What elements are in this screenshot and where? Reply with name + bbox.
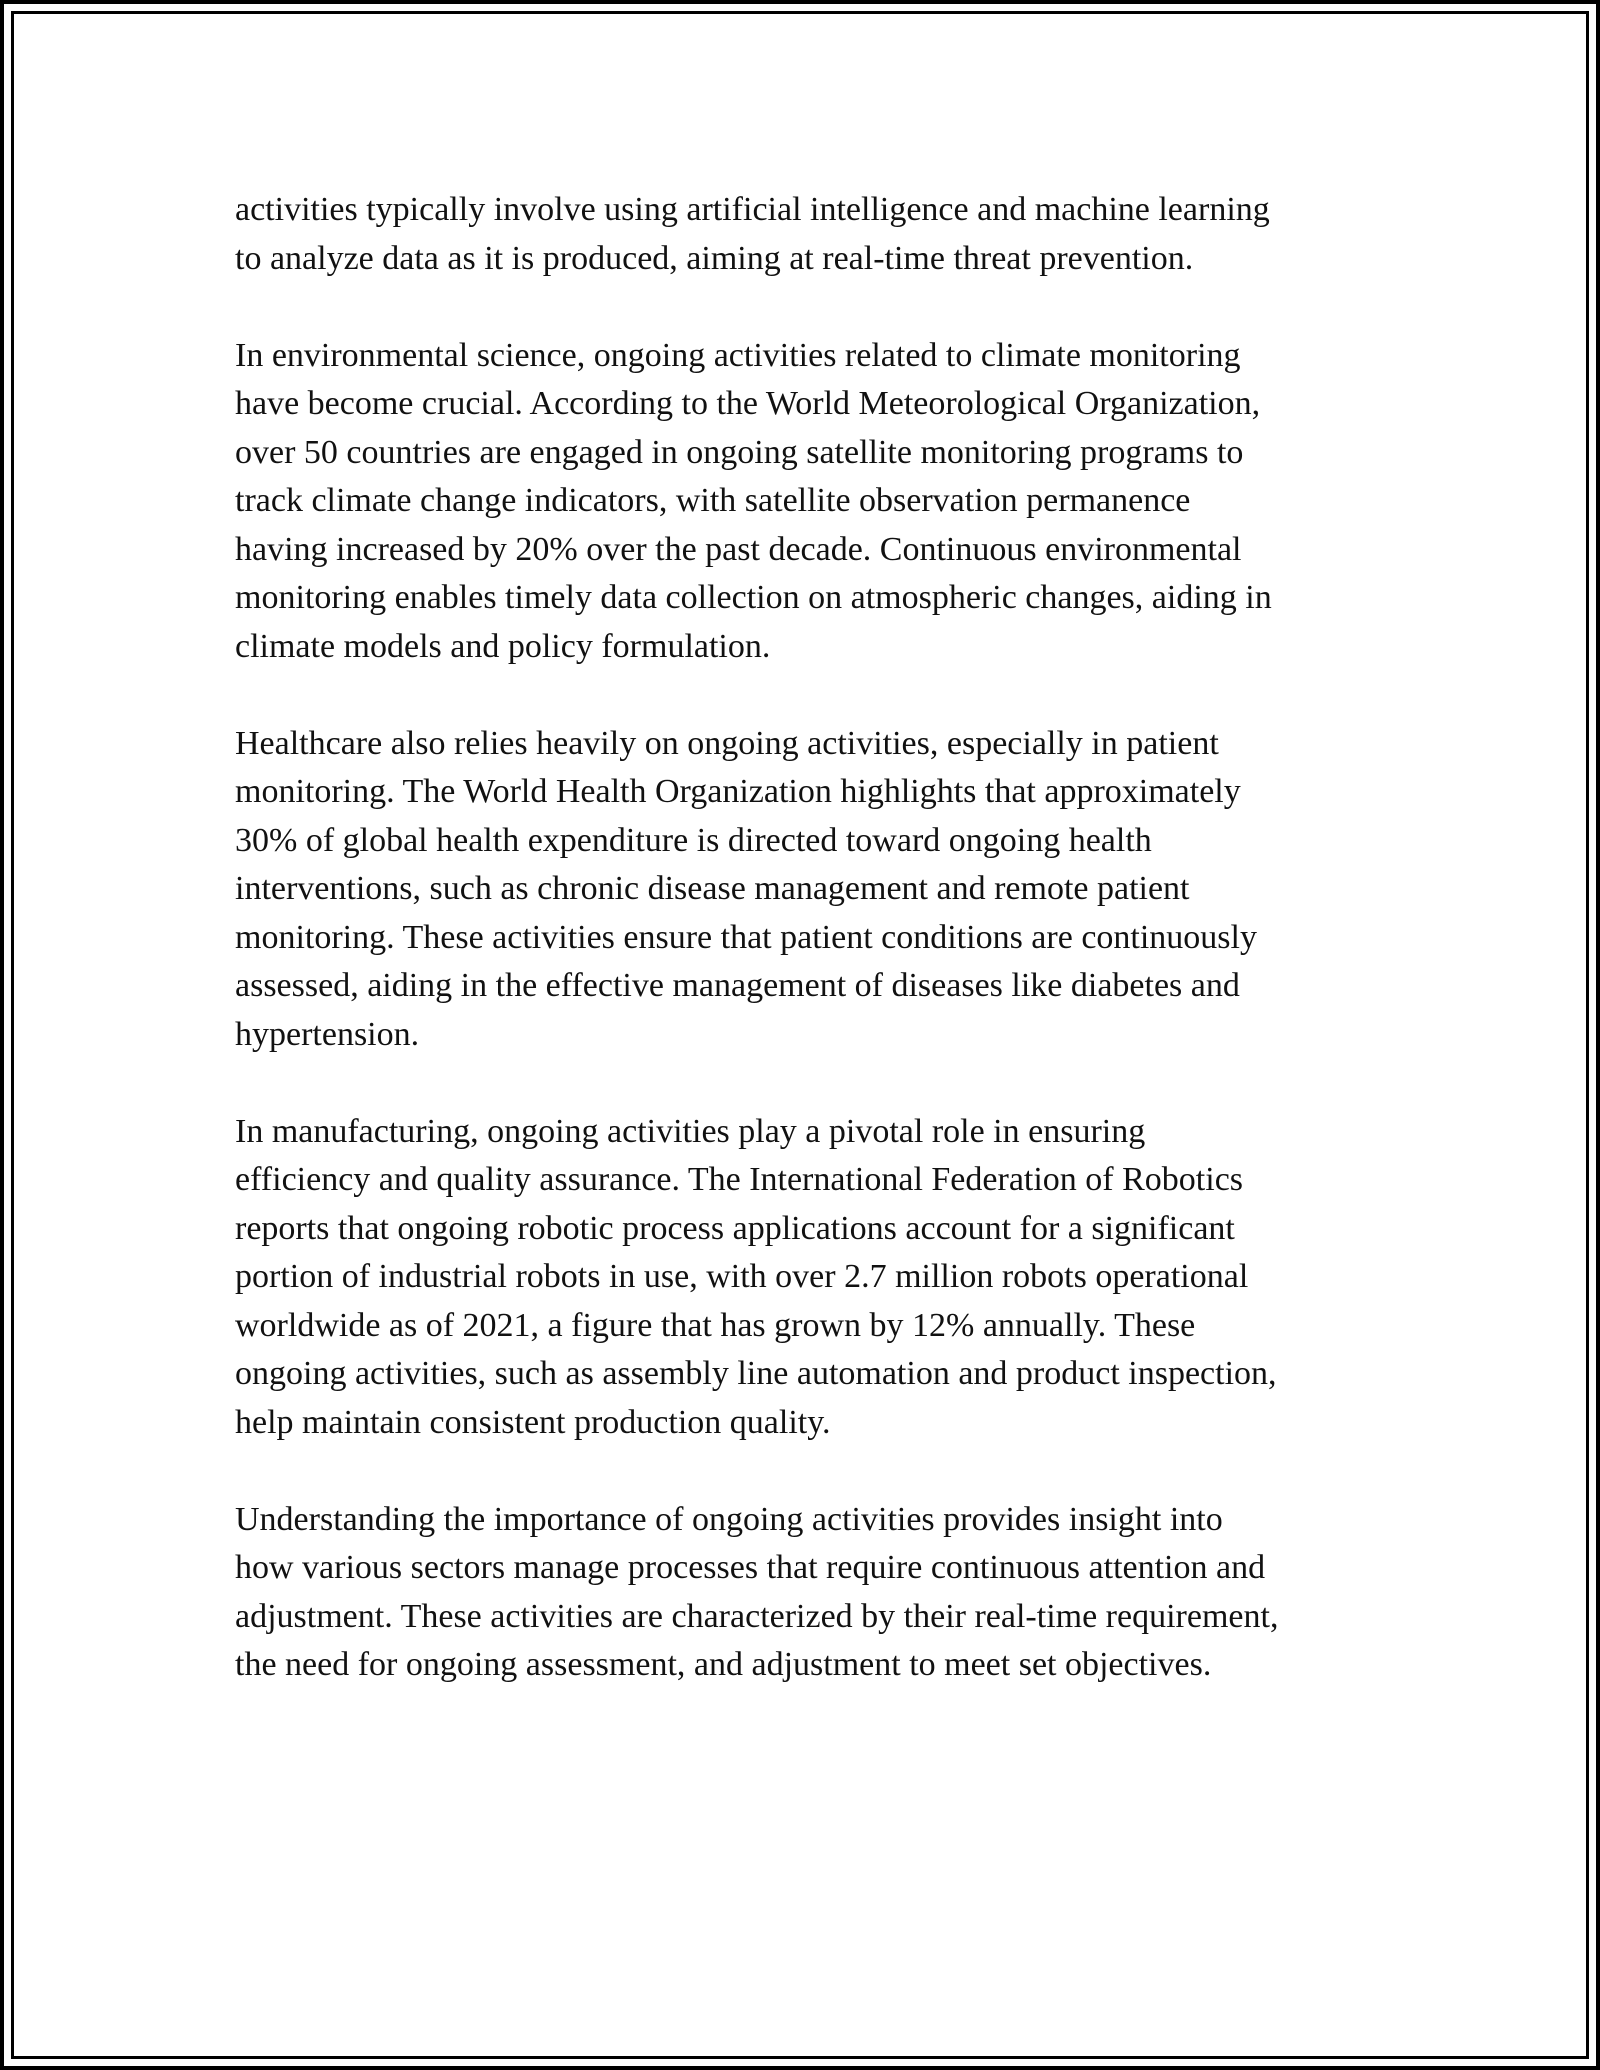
paragraph-cybersecurity-continuation: activities typically involve using artificial intelligence and machine learning to analyze data as it is produced, aiming at real-time threat prevention.	[235, 191, 1270, 277]
paragraph-healthcare: Healthcare also relies heavily on ongoing activities, especially in patient monitoring. The World Health Organization highlights that approximately 30% of global health expenditure is directed toward ongoing health interventions, such as chronic disease management and remote patient monitoring. These activities ensure that patient conditions are continuously assessed, aiding in the effective management of diseases like diabetes and hypertension.	[235, 724, 1257, 1053]
paragraph-conclusion: Understanding the importance of ongoing activities provides insight into how various sectors manage processes that require continuous attention and adjustment. These activities are characterized by their real-time requirement, the need for ongoing assessment, and adjustment to meet set objectives.	[235, 1500, 1279, 1683]
document-body	[235, 186, 1375, 1738]
paragraph-environmental-science: In environmental science, ongoing activities related to climate monitoring have become crucial. According to the World Meteorological Organization, over 50 countries are engaged in ongoing satellite monitoring programs to track climate change indicators, with satellite observation permanence having increased by 20% over the past decade. Continuous environmental monitoring enables timely data collection on atmospheric changes, aiding in climate models and policy formulation.	[235, 336, 1272, 665]
paragraph-manufacturing: In manufacturing, ongoing activities play a pivotal role in ensuring efficiency and quality assurance. The International Federation of Robotics reports that ongoing robotic process applications account for a significant portion of industrial robots in use, with over 2.7 million robots operational worldwide as of 2021, a figure that has grown by 12% annually. These ongoing activities, such as assembly line automation and product inspection, help maintain consistent production quality.	[235, 1112, 1277, 1441]
